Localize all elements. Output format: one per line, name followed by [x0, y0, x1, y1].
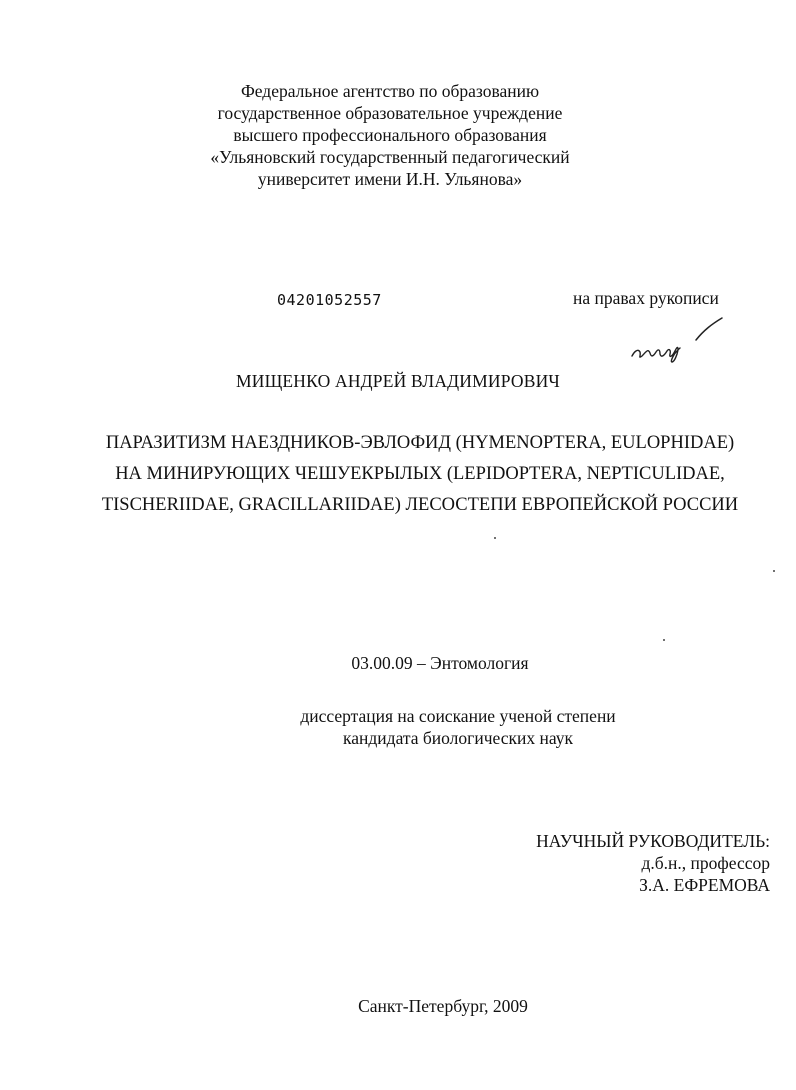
advisor-heading: НАУЧНЫЙ РУКОВОДИТЕЛЬ: [536, 831, 770, 851]
title-line: НА МИНИРУЮЩИХ ЧЕШУЕКРЫЛЫХ (LEPIDOPTERA, NEPTICULIDAE, [115, 464, 725, 484]
scan-speck [773, 570, 775, 572]
advisor-rank: д.б.н., профессор [641, 853, 770, 873]
title-line: TISCHERIIDAE, GRACILLARIIDAE) ЛЕСОСТЕПИ ЕВРОПЕЙСКОЙ РОССИИ [101, 495, 739, 515]
scan-speck [663, 639, 665, 641]
header-line: «Ульяновский государственный педагогический [210, 147, 570, 167]
city-year: Санкт-Петербург, 2009 [358, 996, 528, 1016]
scan-speck [494, 537, 496, 539]
header-line: высшего профессионального образования [233, 125, 547, 145]
header-line: Федеральное агентство по образованию [240, 81, 540, 101]
institution-header [130, 80, 650, 190]
specialty-code: 03.00.09 – Энтомология [351, 653, 529, 673]
rights-note: на правах рукописи [573, 288, 719, 308]
scientific-advisor [536, 830, 770, 896]
header-line: государственное образовательное учреждение [217, 103, 563, 123]
registration-code: 04201052557 [277, 291, 382, 309]
degree-statement [0, 705, 796, 749]
dissertation-title [40, 428, 796, 521]
title-line: ПАРАЗИТИЗМ НАЕЗДНИКОВ-ЭВЛОФИД (HYMENOPTERA, EULOPHIDAE) [105, 433, 735, 453]
degree-line: кандидата биологических наук [343, 728, 573, 748]
degree-line: диссертация на соискание ученой степени [300, 706, 616, 726]
handwritten-signature [626, 312, 726, 364]
author-name: МИЩЕНКО АНДРЕЙ ВЛАДИМИРОВИЧ [235, 371, 561, 391]
header-line: университет имени И.Н. Ульянова» [257, 169, 523, 189]
advisor-name: З.А. ЕФРЕМОВА [639, 875, 770, 895]
